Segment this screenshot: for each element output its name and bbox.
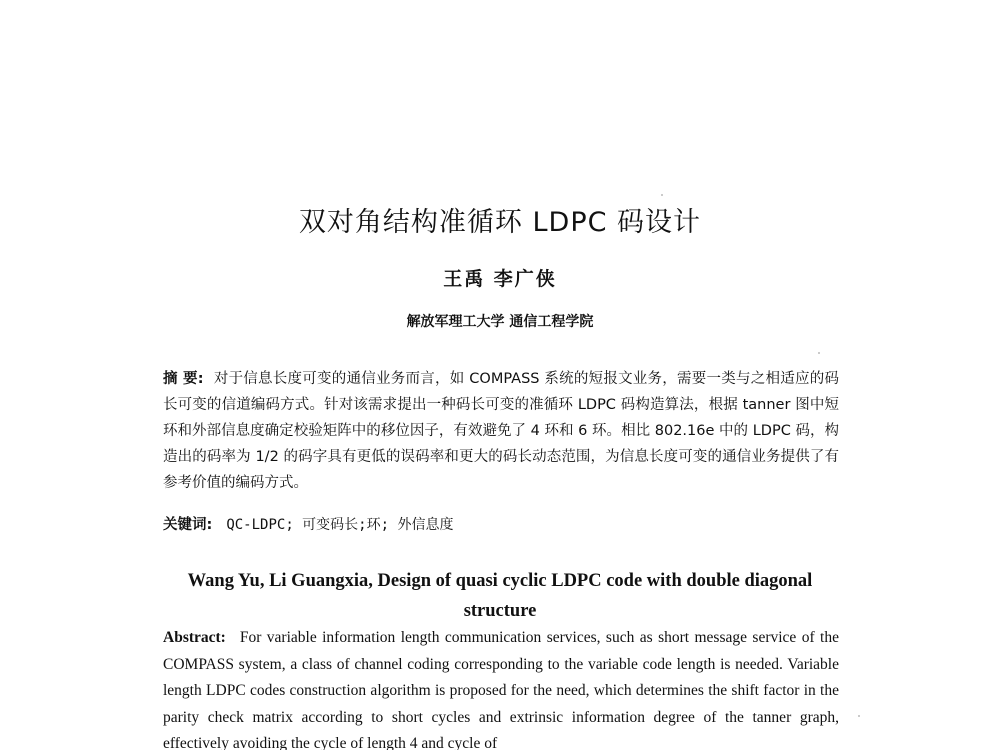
chinese-keywords-label: 关键词: xyxy=(163,517,213,533)
english-abstract-text: For variable information length communication services, such as short message service of the COMPASS system, a class of channel coding corresponding to the variable code length is needed. Variable length LDPC codes construction algorithm is proposed for the need, which determines the shift factor in the parity check matrix according to short cycles and extrinsic information degree of the tanner graph, effectively avoiding the cycle of length 4 and cycle of xyxy=(163,629,839,750)
chinese-abstract xyxy=(163,366,839,496)
chinese-title: 双对角结构准循环 LDPC 码设计 xyxy=(298,207,702,238)
chinese-authors: 王禹 李广侠 xyxy=(443,268,557,290)
chinese-affiliation: 解放军理工大学 通信工程学院 xyxy=(406,314,594,330)
english-abstract xyxy=(163,625,839,750)
chinese-keywords xyxy=(163,512,839,538)
english-title: Wang Yu, Li Guangxia, Design of quasi cyclic LDPC code with double diagonal structure xyxy=(187,571,813,621)
scan-speck xyxy=(661,194,663,196)
scan-speck xyxy=(858,715,860,717)
chinese-abstract-text: 对于信息长度可变的通信业务而言，如 COMPASS 系统的短报文业务，需要一类与之相适应的码长可变的信道编码方式。针对该需求提出一种码长可变的准循环 LDPC 码构造算法，根据 tanner 图中短环和外部信息度确定校验矩阵中的移位因子，有效避免了 4 环和 6 环。相比 802.16e 中的 LDPC 码，构造出的码率为 1/2 的码字具有更低的误码率和更大的码长动态范围，为信息长度可变的通信业务提供了有参考价值的编码方式。 xyxy=(163,371,839,491)
chinese-keywords-text: QC-LDPC; 可变码长;环; 外信息度 xyxy=(226,517,454,533)
english-abstract-label: Abstract: xyxy=(163,629,226,646)
chinese-abstract-label: 摘 要: xyxy=(163,371,204,387)
scan-speck xyxy=(818,352,820,354)
